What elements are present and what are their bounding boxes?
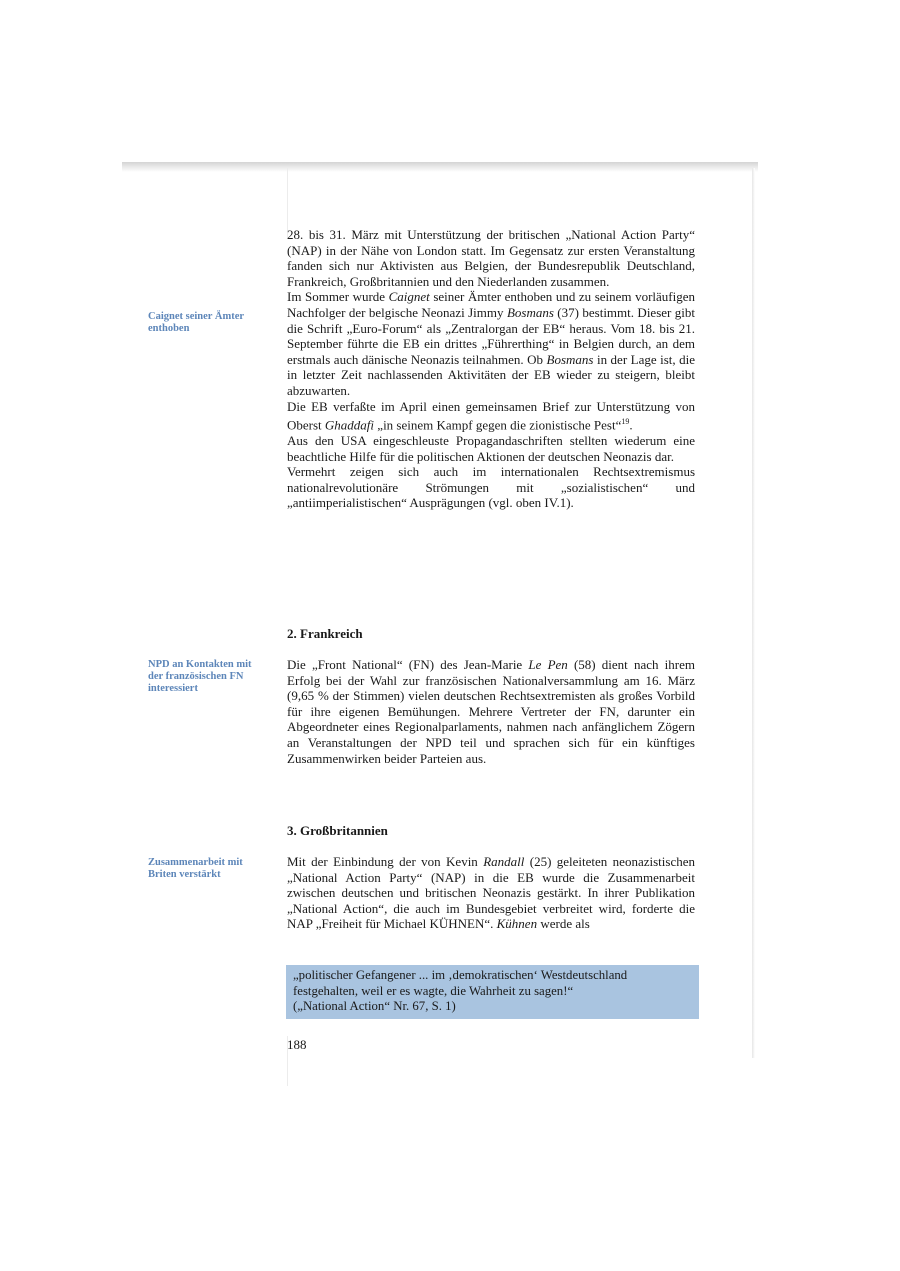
heading-frankreich: 2. Frankreich (287, 626, 363, 641)
paragraph-nap: 28. bis 31. März mit Unterstützung der britischen „National Action Party“ (NAP) in der Nähe von London statt. Im Gegensatz zur ersten Veranstaltung fanden sich nur Aktivisten aus Belgien, der Bundesrepublik Deutschland, Frankreich, Großbritannien und den Niederlanden zusammen. (287, 227, 695, 289)
quote-text: „politischer Gefangener ... im ‚demokratischen‘ Westdeutschland festgehalten, weil er es wagte, die Wahrheit zu sagen!“ (293, 968, 628, 998)
paragraph-front-national: Die „Front National“ (FN) des Jean-Marie Le Pen (58) dient nach ihrem Erfolg bei der Wahl zur französischen Nationalversammlung am 16. März (9,65 % der Stimmen) vielen deutschen Rechtsextremisten als großes Vorbild für ihre eigenen Bemühungen. Mehrere Vertreter der FN, darunter ein Abgeordneter eines Regionalparlaments, nahmen nach anfänglichem Zögern an Veranstaltungen der NPD teil und sprachen sich für ein künftiges Zusammenwirken beider Parteien aus. (287, 657, 696, 766)
footnote-marker: 19 (621, 417, 630, 427)
body-text-top (287, 227, 695, 511)
highlighted-quote (286, 965, 699, 1019)
page-right-edge (752, 168, 755, 1058)
quote-source: („National Action“ Nr. 67, S. 1) (293, 999, 456, 1014)
margin-note-briten: Zusammenarbeit mit Briten verstärkt (148, 857, 243, 880)
page-number: 188 (287, 1037, 307, 1052)
paragraph-randall: Mit der Einbindung der von Kevin Randall (25) geleiteten neonazistischen „National Action Party“ (NAP) in die EB wurde die Zusammenarbeit zwischen deutschen und britischen Neonazis gestärkt. In ihrer Publikation „National Action“, die auch im Bundesgebiet verbreitet wird, forderte die NAP „Freiheit für Michael KÜHNEN“. Kühnen werde als (287, 854, 695, 932)
margin-note-npd: NPD an Kontakten mit der französischen FN interessiert (148, 659, 252, 694)
margin-note-caignet: Caignet seiner Ämter enthoben (148, 311, 244, 334)
paragraph-usa: Aus den USA eingeschleuste Propagandaschriften stellten wiederum eine beachtliche Hilfe für die politischen Aktionen der deutschen Neonazis dar. (287, 433, 695, 464)
body-text-frankreich (287, 657, 695, 766)
page-top-shadow (122, 162, 758, 172)
paragraph-national-revolutionary: Vermehrt zeigen sich auch im internationalen Rechtsextremismus nationalrevolutionäre Strömungen mit „sozialistischen“ und „antiimperialistischen“ Ausprägungen (vgl. oben IV.1). (287, 464, 695, 511)
paragraph-caignet: Im Sommer wurde Caignet seiner Ämter enthoben und zu seinem vorläufigen Nachfolger der belgische Neonazi Jimmy Bosmans (37) bestimmt. Dieser gibt die Schrift „Euro-Forum“ als „Zentralorgan der EB“ heraus. Vom 18. bis 21. September führte die EB ein drittes „Führerthing“ in Belgien durch, an dem erstmals auch dänische Neonazis teilnahmen. Ob Bosmans in der Lage ist, die in letzter Zeit nachlassenden Aktivitäten der EB wieder zu steigern, bleibt abzuwarten. (287, 289, 695, 398)
body-text-grossbritannien (287, 854, 695, 932)
heading-grossbritannien: 3. Großbritannien (287, 823, 388, 838)
paragraph-ghaddafi: Die EB verfaßte im April einen gemeinsamen Brief zur Unterstützung von Oberst Ghaddafi „in seinem Kampf gegen die zionistische Pest“$^{19}$. (287, 398, 695, 433)
